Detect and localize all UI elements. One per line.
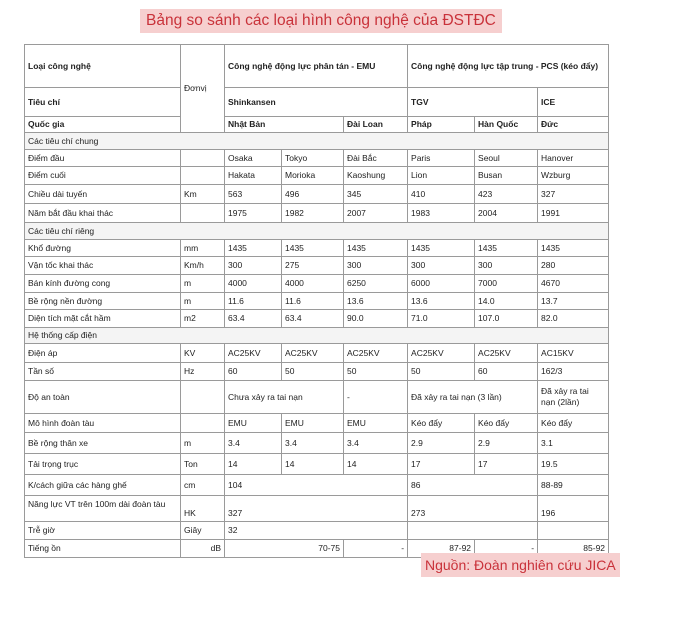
emu-header: Công nghệ động lực phân tán - EMU (225, 45, 408, 88)
header-row-tech (25, 45, 609, 88)
row-start-year: Năm bắt đầu khai thác 1975 1982 2007 1983 2004 1991 (25, 204, 609, 223)
country-taiwan: Đài Loan (344, 117, 408, 133)
country-germany: Đức (538, 117, 609, 133)
row-roadbed-width: Bề rộng nền đường m 11.6 11.6 13.6 13.6 14.0 13.7 (25, 293, 609, 310)
section-general: Các tiêu chí chung (25, 133, 609, 150)
row-start-point: Điểm đầu Osaka Tokyo Đài Bắc Paris Seoul Hanover (25, 150, 609, 167)
row-capacity: Năng lực VT trên 100m dài đoàn tàu HK 327 273 196 (25, 496, 609, 522)
tgv-header: TGV (408, 88, 538, 117)
page-title: Bảng so sánh các loại hình công nghệ của ĐSTĐC (140, 9, 502, 33)
row-voltage: Điện áp KV AC25KV AC25KV AC25KV AC25KV AC25KV AC15KV (25, 344, 609, 363)
row-end-point: Điểm cuối Hakata Morioka Kaoshung Lion Busan Wzburg (25, 167, 609, 185)
row-axle-load: Tải trọng trục Ton 14 14 14 17 17 19.5 (25, 454, 609, 475)
country-korea: Hàn Quốc (475, 117, 538, 133)
row-car-width: Bề rộng thân xe m 3.4 3.4 3.4 2.9 2.9 3.1 (25, 433, 609, 454)
row-gauge: Khổ đường mm 1435 1435 1435 1435 1435 1435 (25, 240, 609, 257)
row-delay: Trễ giờ Giây 32 (25, 522, 609, 540)
row-curve-radius: Bán kính đường cong m 4000 4000 6250 6000 7000 4670 (25, 275, 609, 293)
header-row-country (25, 117, 609, 133)
tech-type-header: Loại công nghệ (25, 45, 181, 88)
unit-header: Đơnvị (181, 45, 225, 133)
row-noise: Tiếng ồn dB 70-75 - 87-92 - 85-92 (25, 540, 609, 558)
row-train-model: Mô hình đoàn tàu EMU EMU EMU Kéo đẩy Kéo đẩy Kéo đẩy (25, 414, 609, 433)
shinkansen-header: Shinkansen (225, 88, 408, 117)
country-japan: Nhật Bản (225, 117, 344, 133)
ice-header: ICE (538, 88, 609, 117)
row-length: Chiều dài tuyến Km 563 496 345 410 423 327 (25, 185, 609, 204)
country-france: Pháp (408, 117, 475, 133)
row-safety: Độ an toàn Chưa xảy ra tai nạn - Đã xảy ra tai nạn (3 lần) Đã xảy ra tai nạn (2lần) (25, 381, 609, 414)
comparison-table (24, 44, 609, 558)
row-seat-pitch: K/cách giữa các hàng ghế cm 104 86 88-89 (25, 475, 609, 496)
row-frequency: Tần số Hz 60 50 50 50 60 162/3 (25, 363, 609, 381)
source-note: Nguồn: Đoàn nghiên cứu JICA (421, 553, 620, 577)
criteria-header: Tiêu chí (25, 88, 181, 117)
row-tunnel-area: Diện tích mặt cắt hầm m2 63.4 63.4 90.0 71.0 107.0 82.0 (25, 310, 609, 328)
country-header: Quốc gia (25, 117, 181, 133)
row-speed: Vận tốc khai thác Km/h 300 275 300 300 300 280 (25, 257, 609, 275)
pcs-header: Công nghệ động lực tập trung - PCS (kéo đẩy) (408, 45, 609, 88)
section-power-system: Hệ thống cấp điện (25, 328, 609, 344)
header-row-criteria (25, 88, 609, 117)
section-specific: Các tiêu chí riêng (25, 223, 609, 240)
